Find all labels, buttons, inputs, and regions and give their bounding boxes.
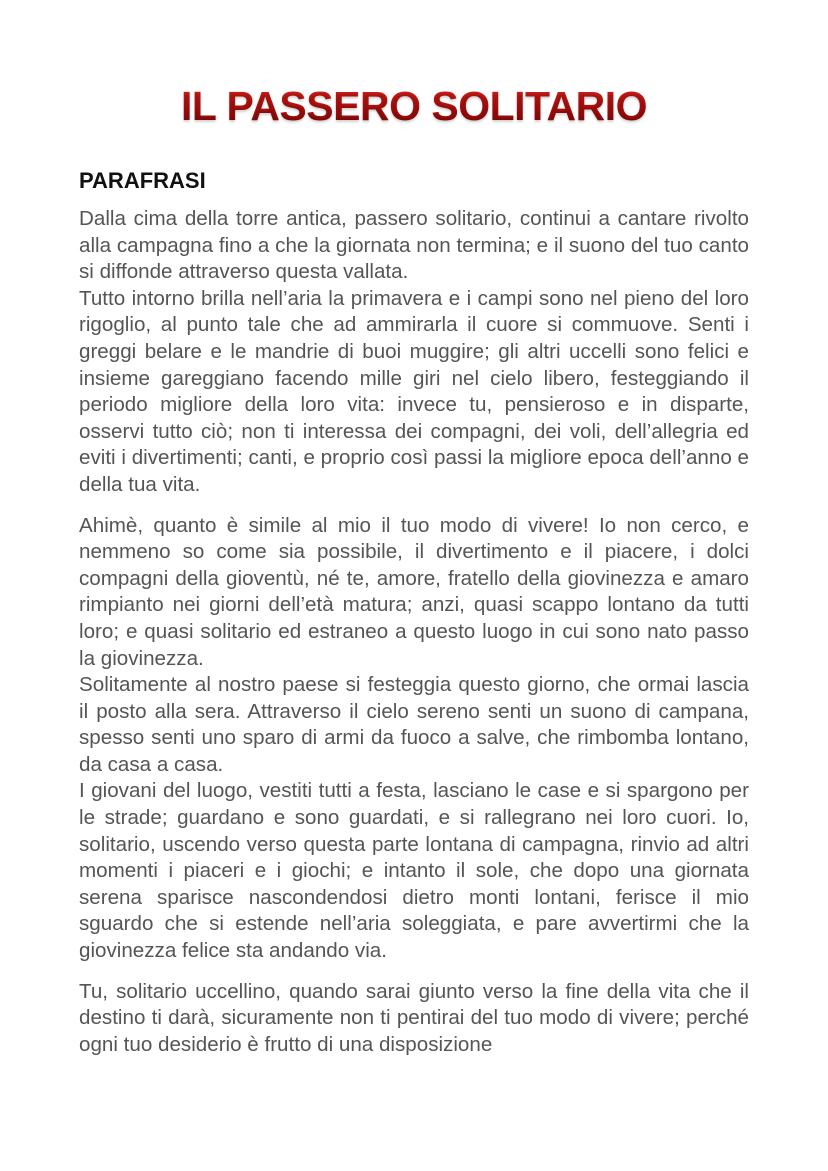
section-heading: PARAFRASI xyxy=(79,168,206,193)
paragraph-1: Dalla cima della torre antica, passero solitario, continui a cantare rivolto alla campagna fino a che la giornata non termina; e il suono del tuo canto si diffonde attraverso questa vallata. xyxy=(79,207,749,284)
document-title: IL PASSERO SOLITARIO xyxy=(79,82,749,130)
paragraph-5: I giovani del luogo, vestiti tutti a festa, lasciano le case e si spargono per le strade; guardano e sono guardati, e si rallegrano nei loro cuori. Io, solitario, uscendo verso questa parte lontana di campagna, rinvio ad altri momenti i piaceri e i giochi; e intanto il sole, che dopo una giornata serena sparisce nascondendosi dietro monti lontani, ferisce il mio sguardo che si estende nell’aria soleggiata, e pare avvertirmi che la giovinezza felice sta andando via. xyxy=(79,779,749,963)
paragraph-2: Tutto intorno brilla nell’aria la primavera e i campi sono nel pieno del loro rigoglio, al punto tale che ad ammirarla il cuore si commuove. Senti i greggi belare e le mandrie di buoi muggire; gli altri uccelli sono felici e insieme gareggiano facendo mille giri nel cielo libero, festeggiando il periodo migliore della loro vita: invece tu, pensieroso e in disparte, osservi tutto ciò; non ti interessa dei compagni, dei voli, dell’allegria ed eviti i divertimenti; canti, e proprio così passi la migliore epoca dell’anno e della tua vita. xyxy=(79,286,749,496)
paragraph-6: Tu, solitario uccellino, quando sarai giunto verso la fine della vita che il destino ti darà, sicuramente non ti pentirai del tuo modo di vivere; perché ogni tuo desiderio è frutto di una disposizione xyxy=(79,979,749,1056)
paragraph-3: Ahimè, quanto è simile al mio il tuo modo di vivere! Io non cerco, e nemmeno so come sia possibile, il divertimento e il piacere, i dolci compagni della gioventù, né te, amore, fratello della giovinezza e amaro rimpianto nei giorni dell’età matura; anzi, quasi scappo lontano da tutti loro; e quasi solitario ed estraneo a questo luogo in cui sono nato passo la giovinezza. xyxy=(79,513,749,670)
paragraph-4: Solitamente al nostro paese si festeggia questo giorno, che ormai lascia il posto alla sera. Attraverso il cielo sereno senti un suono di campana, spesso senti uno sparo di armi da fuoco a salve, che rimbomba lontano, da casa a casa. xyxy=(79,673,749,776)
